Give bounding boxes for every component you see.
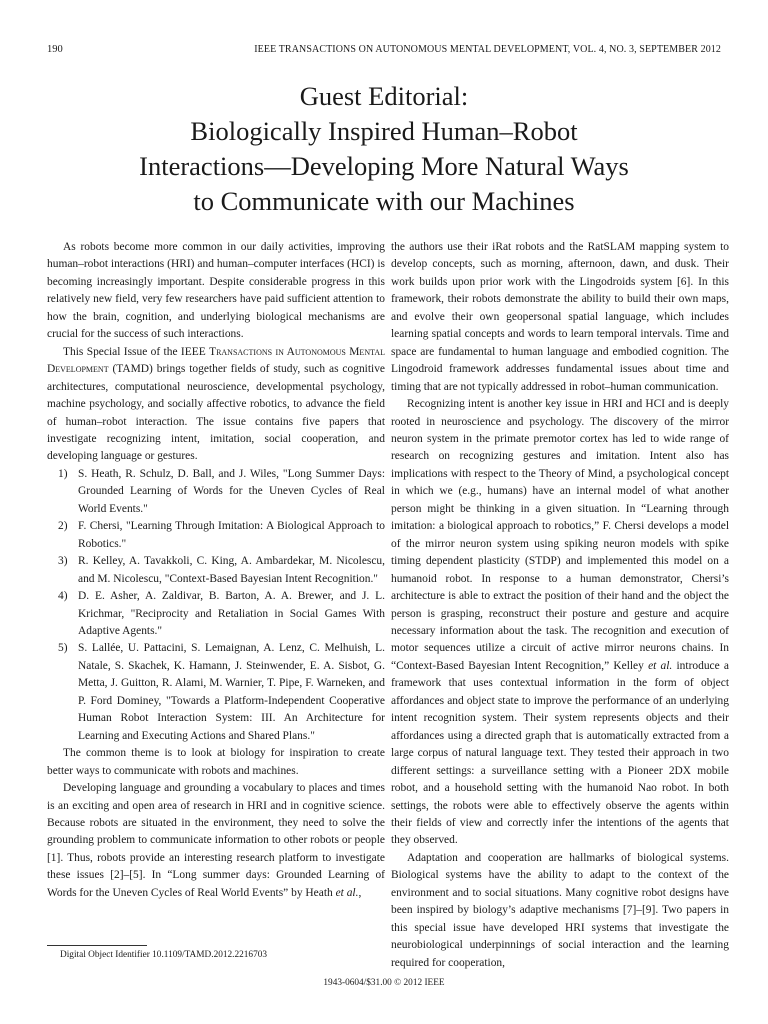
list-item: 2) F. Chersi, "Learning Through Imitation: A Biological Approach to Robotics." <box>58 520 385 550</box>
list-item: 4) D. E. Asher, A. Zaldivar, B. Barton, A. A. Brewer, and J. L. Krichmar, "Reciprocity and Retaliation in Social Games With Adaptive Agents." <box>58 590 385 637</box>
paper-list <box>47 466 385 745</box>
paragraph: The common theme is to look at biology for inspiration to create better ways to communicate with robots and machines. <box>47 747 385 777</box>
title-line: to Communicate with our Machines <box>193 186 575 216</box>
paper-title <box>40 79 728 219</box>
left-column <box>47 239 385 902</box>
journal-name-smallcaps: Transactions in Autonomous Mental Development <box>47 345 386 376</box>
journal-header: IEEE TRANSACTIONS ON AUTONOMOUS MENTAL DEVELOPMENT, VOL. 4, NO. 3, SEPTEMBER 2012 <box>254 44 721 55</box>
footnote-doi: Digital Object Identifier 10.1109/TAMD.2012.2216703 <box>60 950 268 960</box>
paragraph: As robots become more common in our daily activities, improving human–robot interactions (HRI) and human–computer interfaces (HCI) is becoming increasingly important. Despite considerable progress in this relatively new field, very few researchers have paid sufficient attention to how the brain, cognition, and underlying biological mechanisms are crucial for the success of such interactions. <box>47 241 385 341</box>
paragraph: Developing language and grounding a vocabulary to places and times is an exciting and open area of research in HRI and in cognitive science. Because robots are situated in the environment, they need to solve the grounding problem to communicate information to other robots or people [1]. Thus, robots provide an interesting research platform to investigate these issues [2]–[5]. In “Long summer days: Grounded Learning of Words for the Uneven Cycles of Real World Events” by Heath et al., <box>47 782 385 899</box>
list-item: 1) S. Heath, R. Schulz, D. Ball, and J. Wiles, "Long Summer Days: Grounded Learning of Words for the Uneven Cycles of Real World Events." <box>58 467 385 515</box>
list-item: 3) R. Kelley, A. Tavakkoli, C. King, A. Ambardekar, M. Nicolescu, and M. Nicolescu, "Context-Based Bayesian Intent Recognition." <box>58 555 385 585</box>
copyright-footer: 1943-0604/$31.00 © 2012 IEEE <box>323 978 445 988</box>
title-line: Biologically Inspired Human–Robot <box>190 116 578 146</box>
paragraph: Recognizing intent is another key issue in HRI and HCI and is deeply rooted in neuroscience and psychology. The discovery of the mirror neuron system in the primate premotor cortex has led to wide range of research on recognizing gestures and imitation. Intent also has implications with respect to the Theory of Mind, a psychological concept in which we (e.g., humans) have an internal model of what another person might be thinking in a given situation. In “Learning through imitation: a biological approach to robotics,” F. Chersi develops a model of the mirror neuron system using spiking neuron models with spike timing dependent plasticity (STDP) and implemented this model on a humanoid robot. In response to a human demonstrator, Chersi’s architecture is able to extract the position of their hand and the object the person is grasping, reconstruct their posture and gesture and acquire necessary information about the task. The recognition and execution of motor sequences utilize a circuit of active mirror neurons chains. In “Context-Based Bayesian Intent Recognition,” Kelley et al. introduce a framework that uses contextual information in the form of object affordances and object state to improve the performance of an underlying intent recognition system. Their system represents objects and their affordances using a directed graph that is automatically extracted from a large corpus of natural language text. They tested their approach in two different settings: a surveillance setting with a Pioneer 2DX mobile robot, and a household setting with the humanoid Nao robot. In both settings, the robots were able to effectively observe the agents within their fields of view and correctly infer the intentions of the agents that they observed. <box>391 398 729 847</box>
footnote-divider <box>47 945 147 946</box>
page-number: 190 <box>47 44 63 55</box>
list-item: 5) S. Lallée, U. Pattacini, S. Lemaignan, A. Lenz, C. Melhuish, L. Natale, S. Skachek, K. Hamann, J. Steinwender, E. A. Sisbot, G. Metta, J. Guitton, R. Alami, M. Warnier, T. Pipe, F. Warneken, and P. Ford Dominey, "Towards a Platform-Independent Cooperative Human Robot Interaction System: III. An Architecture for Learning and Executing Actions and Shared Plans." <box>58 642 385 742</box>
paragraph: the authors use their iRat robots and the RatSLAM mapping system to develop concepts, such as morning, afternoon, dawn, and dusk. Their work builds upon prior work with the Lingodroids system [6]. In this framework, their robots demonstrate the ability to build their own maps, and evolve their own geopersonal spatial language, which includes learning spatial concepts and words to learn temporal intervals. Time and space are fundamental to human language and embodied cognition. The Lingodroid framework addresses fundamental issues about time and timing that are not typically addressed in robot–human communication. <box>391 241 729 393</box>
right-column <box>391 239 729 972</box>
title-line: Interactions—Developing More Natural Ways <box>139 151 629 181</box>
title-line: Guest Editorial: <box>299 81 469 111</box>
paragraph: Adaptation and cooperation are hallmarks of biological systems. Biological systems have the ability to adapt to the context of the environment and to social situations. Many cognitive robot designs have been inspired by biology’s adaptive mechanisms [7]–[9]. Two papers in this special issue have developed HRI systems that investigate the neurobiological underpinnings of social interaction and the learning required for cooperation, <box>391 851 729 969</box>
running-header <box>0 44 768 58</box>
paragraph: This Special Issue of the IEEE Transactions in Autonomous Mental Development (TAMD) brings together fields of study, such as cognitive architectures, computational neuroscience, developmental psychology, machine psychology, and socially affective robotics, to advance the field of human–robot interaction. The issue contains five papers that investigate recognizing intent, imitation, social cooperation, and developing language or gestures. <box>47 345 386 463</box>
